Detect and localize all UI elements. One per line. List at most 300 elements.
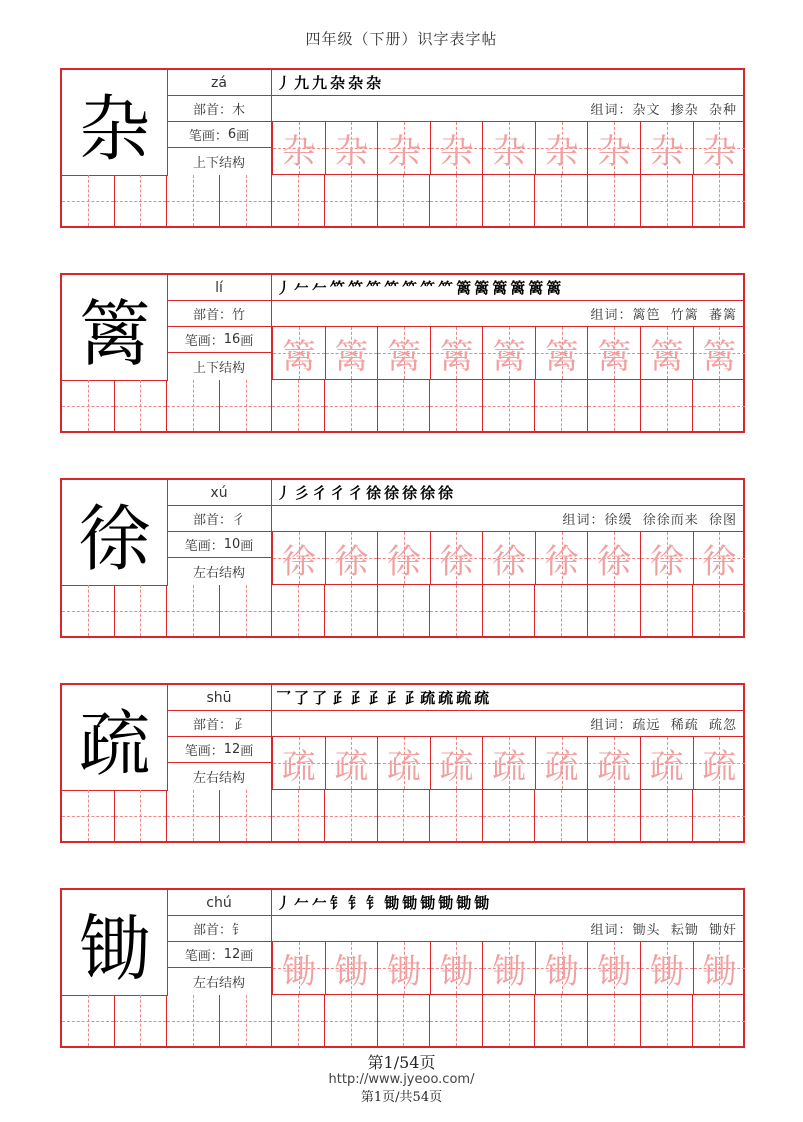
trace-cell[interactable] <box>430 327 483 379</box>
radical-label: 部首： <box>192 308 232 323</box>
practice-cell[interactable] <box>692 790 745 841</box>
trace-character: 篱 <box>544 336 579 377</box>
stroke-step: 彡 <box>294 484 311 502</box>
trace-character: 篱 <box>597 336 632 377</box>
stroke-count <box>167 942 272 968</box>
trace-cell[interactable] <box>272 942 325 994</box>
stroke-suffix: 画 <box>240 744 254 759</box>
footer-url[interactable]: http://www.jyeoo.com/ <box>328 1072 475 1087</box>
trace-character: 疏 <box>649 746 684 787</box>
trace-character: 锄 <box>334 951 369 992</box>
word-list <box>272 96 745 122</box>
stroke-step: 𠂉 <box>294 894 311 912</box>
stroke-step: 𤴔 <box>330 689 347 707</box>
trace-cell[interactable] <box>587 532 640 584</box>
trace-character: 疏 <box>386 746 421 787</box>
practice-cell[interactable] <box>324 175 377 226</box>
practice-row <box>62 175 745 226</box>
practice-cell[interactable] <box>271 380 324 431</box>
practice-cell[interactable] <box>534 380 587 431</box>
trace-cell[interactable] <box>482 737 535 789</box>
radical-label: 部首： <box>192 718 232 733</box>
trace-cell[interactable] <box>535 942 588 994</box>
model-character: 篱 <box>62 275 168 381</box>
stroke-value: 12 <box>223 947 241 962</box>
practice-cell[interactable] <box>482 380 535 431</box>
radical-label: 部首： <box>192 103 232 118</box>
practice-cell[interactable] <box>166 585 219 636</box>
trace-cell[interactable] <box>482 532 535 584</box>
trace-cell[interactable] <box>377 532 430 584</box>
trace-cell[interactable] <box>587 327 640 379</box>
practice-cell[interactable] <box>271 585 324 636</box>
practice-cell[interactable] <box>219 175 272 226</box>
trace-cell[interactable] <box>693 327 746 379</box>
practice-cell[interactable] <box>324 380 377 431</box>
trace-character: 徐 <box>597 541 632 582</box>
trace-character: 疏 <box>439 746 474 787</box>
practice-cell[interactable] <box>587 585 640 636</box>
radical <box>167 711 272 737</box>
practice-cell[interactable] <box>587 790 640 841</box>
words-value: 疏远 稀疏 疏忽 <box>632 718 737 733</box>
trace-cell[interactable] <box>482 942 535 994</box>
stroke-value: 12 <box>223 742 241 757</box>
words-label: 组词： <box>590 308 633 323</box>
trace-cell[interactable] <box>272 532 325 584</box>
practice-cell[interactable] <box>534 995 587 1046</box>
practice-cell[interactable] <box>482 790 535 841</box>
words-value: 杂文 掺杂 杂种 <box>632 103 737 118</box>
practice-cell[interactable] <box>166 790 219 841</box>
practice-cell[interactable] <box>377 175 430 226</box>
trace-character: 杂 <box>702 131 737 172</box>
trace-cell[interactable] <box>272 327 325 379</box>
stroke-step: ⺮ <box>438 279 455 297</box>
trace-character: 徐 <box>281 541 316 582</box>
trace-cell[interactable] <box>430 122 483 174</box>
radical-value: 木 <box>232 103 246 118</box>
stroke-step: 𠂉 <box>294 279 311 297</box>
practice-row <box>62 995 745 1046</box>
practice-cell[interactable] <box>692 380 745 431</box>
practice-cell[interactable] <box>271 790 324 841</box>
trace-cell[interactable] <box>640 532 693 584</box>
trace-character: 徐 <box>702 541 737 582</box>
trace-character: 篱 <box>492 336 527 377</box>
stroke-count <box>167 737 272 763</box>
trace-cell[interactable] <box>587 737 640 789</box>
trace-character: 杂 <box>649 131 684 172</box>
trace-cell[interactable] <box>693 942 746 994</box>
word-list <box>272 301 745 327</box>
trace-character: 徐 <box>439 541 474 582</box>
trace-character: 锄 <box>702 951 737 992</box>
trace-character: 锄 <box>544 951 579 992</box>
practice-cell[interactable] <box>219 995 272 1046</box>
stroke-step: 彳 <box>330 484 347 502</box>
stroke-step: 丿 <box>276 484 293 502</box>
practice-cell[interactable] <box>62 175 114 226</box>
trace-character: 疏 <box>334 746 369 787</box>
trace-cell[interactable] <box>272 122 325 174</box>
stroke-value: 16 <box>223 332 241 347</box>
stroke-label: 笔画： <box>184 744 224 759</box>
stroke-label: 笔画： <box>184 539 224 554</box>
word-list <box>272 916 745 942</box>
trace-character: 徐 <box>492 541 527 582</box>
trace-cell[interactable] <box>430 737 483 789</box>
character-card <box>60 68 745 228</box>
stroke-step: 疏 <box>420 689 437 707</box>
stroke-step: 钅 <box>366 894 383 912</box>
stroke-step: 杂 <box>348 74 365 92</box>
trace-cell[interactable] <box>377 327 430 379</box>
words-value: 锄头 耘锄 锄奸 <box>632 923 737 938</box>
character-card <box>60 273 745 433</box>
trace-character: 杂 <box>334 131 369 172</box>
stroke-step: 𥫗 <box>348 279 365 297</box>
trace-cell[interactable] <box>693 532 746 584</box>
stroke-label: 笔画： <box>184 334 224 349</box>
practice-cell[interactable] <box>114 175 167 226</box>
trace-cell[interactable] <box>377 737 430 789</box>
trace-character: 锄 <box>439 951 474 992</box>
trace-character: 杂 <box>386 131 421 172</box>
practice-cell[interactable] <box>219 380 272 431</box>
trace-character: 疏 <box>702 746 737 787</box>
practice-cell[interactable] <box>62 790 114 841</box>
structure: 上下结构 <box>167 148 272 175</box>
trace-character: 徐 <box>649 541 684 582</box>
practice-cell[interactable] <box>482 175 535 226</box>
practice-cell[interactable] <box>640 380 693 431</box>
stroke-step: 篱 <box>510 279 527 297</box>
stroke-step: 锄 <box>438 894 455 912</box>
trace-cell[interactable] <box>377 942 430 994</box>
stroke-step: ⺮ <box>420 279 437 297</box>
stroke-step: 锄 <box>384 894 401 912</box>
trace-cell[interactable] <box>430 532 483 584</box>
trace-character: 疏 <box>492 746 527 787</box>
stroke-step: 丿 <box>276 279 293 297</box>
words-label: 组词： <box>590 718 633 733</box>
words-value: 篱笆 竹篱 蕃篱 <box>632 308 737 323</box>
trace-cell[interactable] <box>325 327 378 379</box>
stroke-step: 篱 <box>474 279 491 297</box>
radical <box>167 96 272 122</box>
trace-row <box>272 942 745 995</box>
trace-cell[interactable] <box>640 942 693 994</box>
structure: 左右结构 <box>167 968 272 995</box>
stroke-suffix: 画 <box>236 129 250 144</box>
radical-value: 钅 <box>232 923 246 938</box>
page-total: 第1页/共54页 <box>360 1090 443 1105</box>
practice-cell[interactable] <box>377 995 430 1046</box>
stroke-step: 丿 <box>276 894 293 912</box>
stroke-step: 彳 <box>348 484 365 502</box>
radical-value: 彳 <box>232 513 246 528</box>
word-list <box>272 506 745 532</box>
trace-cell[interactable] <box>535 737 588 789</box>
practice-cell[interactable] <box>640 175 693 226</box>
practice-cell[interactable] <box>219 790 272 841</box>
pinyin: lí <box>167 275 272 301</box>
model-character: 疏 <box>62 685 168 791</box>
stroke-step: 徐 <box>402 484 419 502</box>
words-label: 组词： <box>590 103 633 118</box>
practice-cell[interactable] <box>324 585 377 636</box>
trace-character: 篱 <box>702 336 737 377</box>
practice-cell[interactable] <box>114 790 167 841</box>
stroke-step: 徐 <box>438 484 455 502</box>
stroke-step: 𤴔 <box>402 689 419 707</box>
stroke-order <box>272 890 745 916</box>
trace-cell[interactable] <box>535 327 588 379</box>
trace-character: 疏 <box>597 746 632 787</box>
practice-row <box>62 585 745 636</box>
structure: 上下结构 <box>167 353 272 380</box>
character-card <box>60 478 745 638</box>
trace-cell[interactable] <box>325 942 378 994</box>
trace-character: 杂 <box>597 131 632 172</box>
practice-cell[interactable] <box>640 790 693 841</box>
trace-character: 锄 <box>386 951 421 992</box>
model-character: 徐 <box>62 480 168 586</box>
trace-character: 锄 <box>492 951 527 992</box>
model-character: 锄 <box>62 890 168 996</box>
practice-cell[interactable] <box>482 585 535 636</box>
structure: 左右结构 <box>167 558 272 585</box>
practice-cell[interactable] <box>166 995 219 1046</box>
practice-cell[interactable] <box>482 995 535 1046</box>
trace-cell[interactable] <box>640 327 693 379</box>
stroke-suffix: 画 <box>240 539 254 554</box>
stroke-label: 笔画： <box>184 949 224 964</box>
stroke-step: 九 <box>294 74 311 92</box>
character-card <box>60 888 745 1048</box>
words-label: 组词： <box>562 513 605 528</box>
trace-character: 徐 <box>386 541 421 582</box>
stroke-step: 了 <box>294 689 311 707</box>
character-card <box>60 683 745 843</box>
stroke-step: 𤴔 <box>384 689 401 707</box>
stroke-step: 锄 <box>456 894 473 912</box>
practice-cell[interactable] <box>429 790 482 841</box>
practice-cell[interactable] <box>429 995 482 1046</box>
model-character: 杂 <box>62 70 168 176</box>
stroke-step: 疏 <box>438 689 455 707</box>
stroke-step: 篱 <box>492 279 509 297</box>
trace-cell[interactable] <box>325 122 378 174</box>
practice-cell[interactable] <box>219 585 272 636</box>
stroke-step: 疏 <box>456 689 473 707</box>
trace-character: 疏 <box>281 746 316 787</box>
practice-cell[interactable] <box>324 995 377 1046</box>
trace-cell[interactable] <box>535 532 588 584</box>
trace-character: 篱 <box>334 336 369 377</box>
stroke-step: 篱 <box>456 279 473 297</box>
stroke-step: 𥫗 <box>330 279 347 297</box>
stroke-count <box>167 532 272 558</box>
trace-cell[interactable] <box>693 122 746 174</box>
practice-cell[interactable] <box>534 790 587 841</box>
practice-cell[interactable] <box>271 175 324 226</box>
word-list <box>272 711 745 737</box>
practice-cell[interactable] <box>534 585 587 636</box>
practice-cell[interactable] <box>640 995 693 1046</box>
stroke-step: 篱 <box>528 279 545 297</box>
stroke-count <box>167 327 272 353</box>
pinyin: zá <box>167 70 272 96</box>
practice-cell[interactable] <box>62 585 114 636</box>
trace-character: 篱 <box>386 336 421 377</box>
trace-character: 疏 <box>544 746 579 787</box>
stroke-order <box>272 275 745 301</box>
practice-cell[interactable] <box>377 790 430 841</box>
trace-row <box>272 327 745 380</box>
stroke-step: 徐 <box>384 484 401 502</box>
trace-cell[interactable] <box>535 122 588 174</box>
trace-character: 徐 <box>334 541 369 582</box>
practice-cell[interactable] <box>271 995 324 1046</box>
stroke-step: 𤴔 <box>366 689 383 707</box>
pinyin: xú <box>167 480 272 506</box>
radical-label: 部首： <box>192 923 232 938</box>
radical <box>167 506 272 532</box>
practice-cell[interactable] <box>692 585 745 636</box>
stroke-step: 𤴔 <box>348 689 365 707</box>
trace-cell[interactable] <box>430 942 483 994</box>
trace-cell[interactable] <box>325 532 378 584</box>
stroke-count <box>167 122 272 148</box>
stroke-step: ⺮ <box>402 279 419 297</box>
words-label: 组词： <box>590 923 633 938</box>
practice-cell[interactable] <box>692 175 745 226</box>
radical <box>167 916 272 942</box>
radical-value: 𤴔 <box>232 718 246 733</box>
stroke-step: 锄 <box>420 894 437 912</box>
trace-character: 徐 <box>544 541 579 582</box>
trace-cell[interactable] <box>377 122 430 174</box>
practice-cell[interactable] <box>587 995 640 1046</box>
trace-character: 篱 <box>439 336 474 377</box>
trace-cell[interactable] <box>693 737 746 789</box>
practice-cell[interactable] <box>429 585 482 636</box>
trace-row <box>272 737 745 790</box>
stroke-step: 徐 <box>420 484 437 502</box>
stroke-order <box>272 70 745 96</box>
trace-cell[interactable] <box>640 737 693 789</box>
practice-cell[interactable] <box>62 995 114 1046</box>
stroke-step: 乛 <box>276 689 293 707</box>
stroke-order <box>272 480 745 506</box>
stroke-step: 𠂉 <box>312 894 329 912</box>
stroke-step: 疏 <box>474 689 491 707</box>
words-value: 徐缓 徐徐而来 徐图 <box>604 513 737 528</box>
pinyin: shū <box>167 685 272 711</box>
trace-cell[interactable] <box>587 942 640 994</box>
stroke-step: 杂 <box>366 74 383 92</box>
trace-character: 篱 <box>649 336 684 377</box>
practice-row <box>62 380 745 431</box>
trace-character: 杂 <box>439 131 474 172</box>
stroke-suffix: 画 <box>240 949 254 964</box>
trace-character: 锄 <box>649 951 684 992</box>
stroke-step: 钅 <box>330 894 347 912</box>
trace-row <box>272 532 745 585</box>
stroke-step: 九 <box>312 74 329 92</box>
practice-cell[interactable] <box>640 585 693 636</box>
radical-value: 竹 <box>232 308 246 323</box>
practice-cell[interactable] <box>692 995 745 1046</box>
stroke-step: 𠂉 <box>312 279 329 297</box>
stroke-step: 钅 <box>348 894 365 912</box>
practice-cell[interactable] <box>62 380 114 431</box>
stroke-step: 篱 <box>546 279 563 297</box>
page-title: 四年级（下册）识字表字帖 <box>305 30 498 48</box>
trace-character: 杂 <box>281 131 316 172</box>
page-number: 第1/54页 <box>367 1053 436 1072</box>
practice-cell[interactable] <box>114 585 167 636</box>
trace-cell[interactable] <box>640 122 693 174</box>
radical-label: 部首： <box>192 513 232 528</box>
practice-row <box>62 790 745 841</box>
stroke-step: 锄 <box>402 894 419 912</box>
trace-character: 锄 <box>281 951 316 992</box>
stroke-label: 笔画： <box>188 129 228 144</box>
stroke-step: 了 <box>312 689 329 707</box>
stroke-step: 彳 <box>312 484 329 502</box>
pinyin: chú <box>167 890 272 916</box>
stroke-step: 锄 <box>474 894 491 912</box>
practice-cell[interactable] <box>534 175 587 226</box>
practice-cell[interactable] <box>166 380 219 431</box>
practice-cell[interactable] <box>429 175 482 226</box>
structure: 左右结构 <box>167 763 272 790</box>
practice-cell[interactable] <box>429 380 482 431</box>
trace-cell[interactable] <box>482 122 535 174</box>
practice-cell[interactable] <box>377 380 430 431</box>
stroke-suffix: 画 <box>240 334 254 349</box>
stroke-value: 6 <box>227 127 237 142</box>
stroke-order <box>272 685 745 711</box>
practice-cell[interactable] <box>324 790 377 841</box>
trace-row <box>272 122 745 175</box>
practice-cell[interactable] <box>377 585 430 636</box>
practice-cell[interactable] <box>587 380 640 431</box>
practice-cell[interactable] <box>114 380 167 431</box>
radical <box>167 301 272 327</box>
stroke-step: ⺮ <box>384 279 401 297</box>
trace-character: 杂 <box>544 131 579 172</box>
trace-character: 杂 <box>492 131 527 172</box>
stroke-value: 10 <box>223 537 241 552</box>
trace-cell[interactable] <box>587 122 640 174</box>
trace-cell[interactable] <box>482 327 535 379</box>
trace-cell[interactable] <box>325 737 378 789</box>
stroke-step: 徐 <box>366 484 383 502</box>
stroke-step: 杂 <box>330 74 347 92</box>
practice-cell[interactable] <box>114 995 167 1046</box>
trace-cell[interactable] <box>272 737 325 789</box>
trace-character: 锄 <box>597 951 632 992</box>
stroke-step: ⺮ <box>366 279 383 297</box>
trace-character: 篱 <box>281 336 316 377</box>
practice-cell[interactable] <box>166 175 219 226</box>
stroke-step: 丿 <box>276 74 293 92</box>
practice-cell[interactable] <box>587 175 640 226</box>
